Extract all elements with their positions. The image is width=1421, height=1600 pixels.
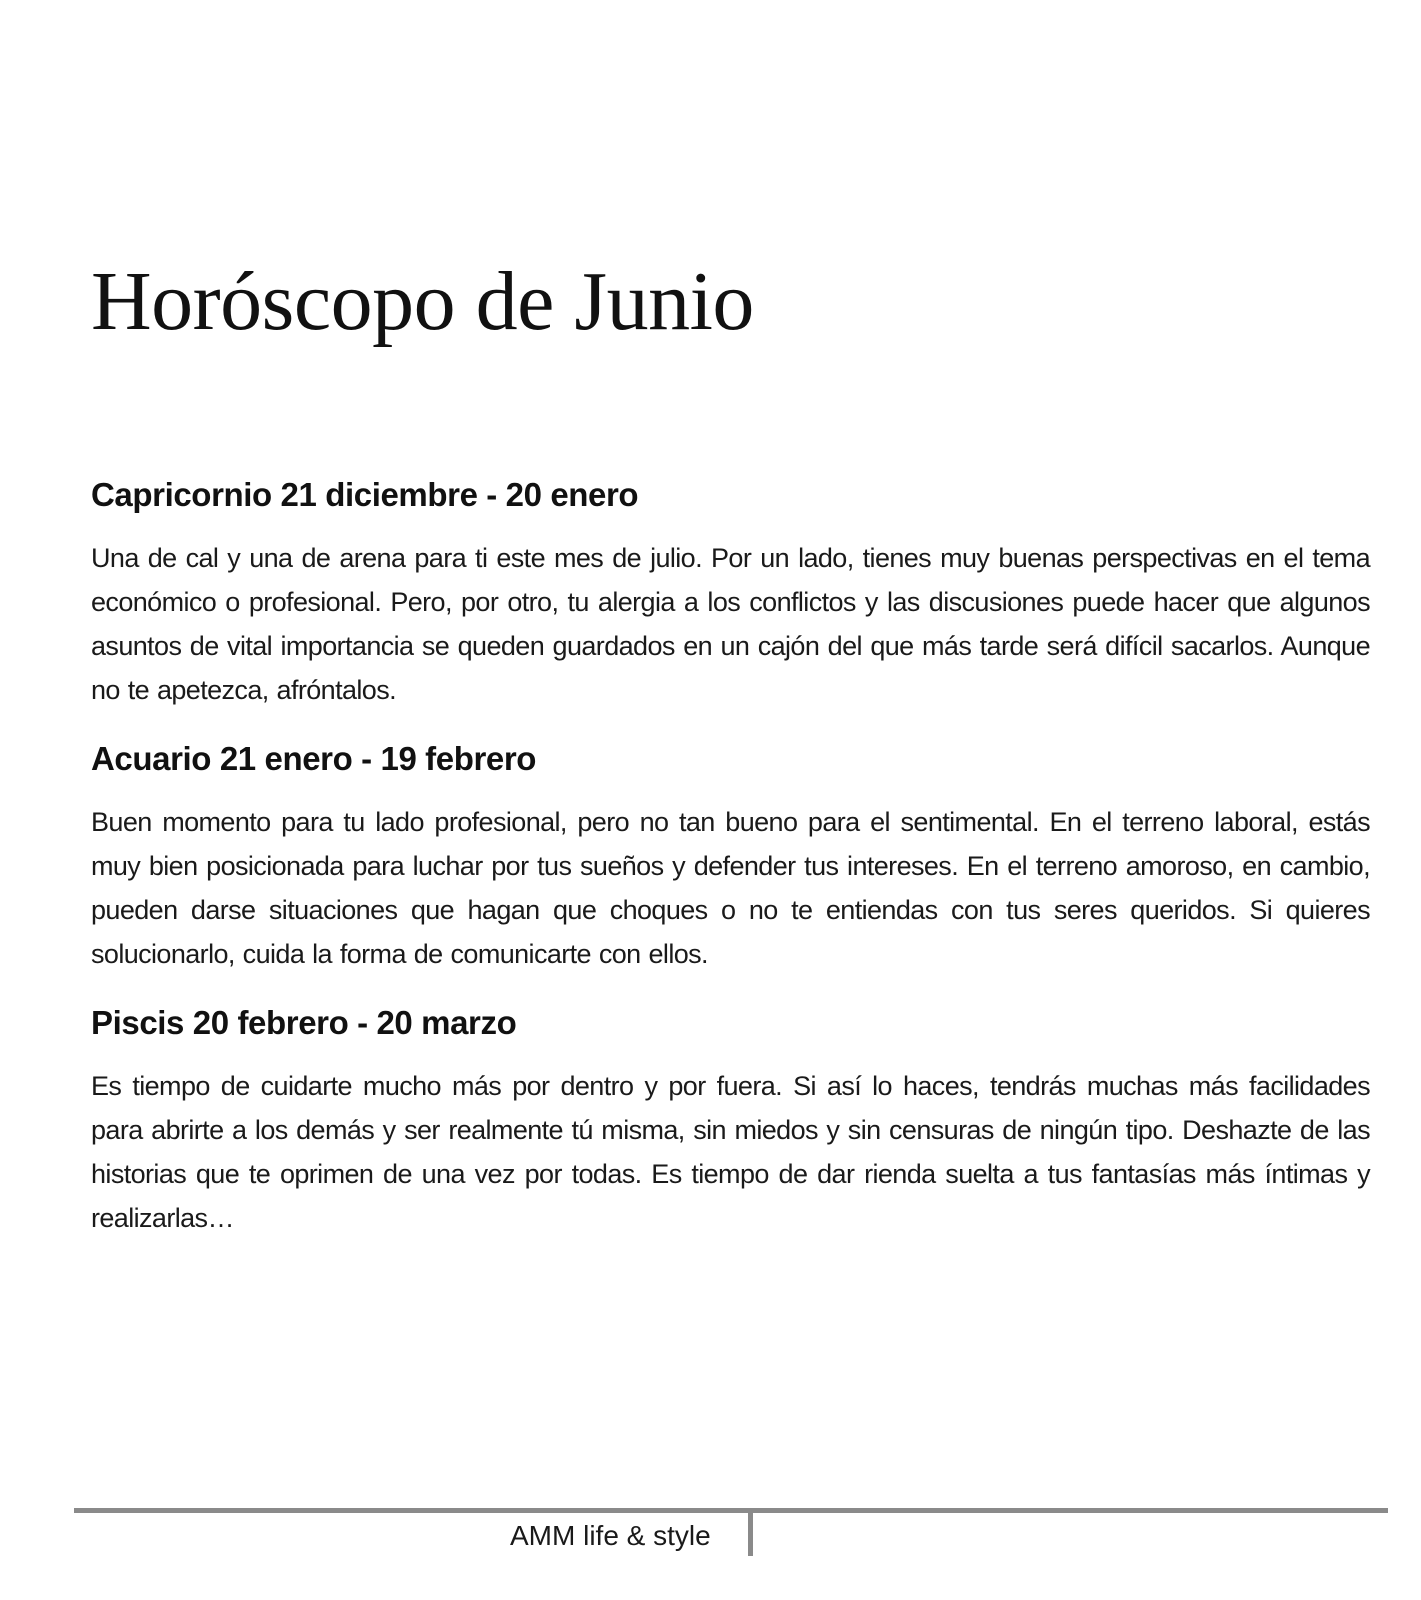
footer-publication-name: AMM life & style [510,1520,711,1551]
footer-divider [748,1512,753,1556]
section-body-piscis: Es tiempo de cuidarte mucho más por dentro y por fuera. Si así lo haces, tendrás muchas más facilidades para abrirte a los demás y ser realmente tú misma, sin miedos y sin censuras de ningún tipo. Deshazte de las historias que te oprimen de una vez por todas. Es tiempo de dar rienda suelta a tus fantasías más íntimas y realizarlas… [91,1071,1370,1233]
section-piscis [91,1002,1370,1240]
section-capricornio [91,474,1370,712]
footer-rule [74,1508,1388,1513]
section-heading-capricornio: Capricornio 21 diciembre - 20 enero [91,476,639,513]
page-title: Horóscopo de Junio [91,255,754,348]
section-heading-acuario: Acuario 21 enero - 19 febrero [91,740,537,777]
section-acuario [91,738,1370,976]
section-body-acuario: Buen momento para tu lado profesional, pero no tan bueno para el sentimental. En el terreno laboral, estás muy bien posicionada para luchar por tus sueños y defender tus intereses. En el terreno amoroso, en cambio, pueden darse situaciones que hagan que choques o no te entiendas con tus seres queridos. Si quieres solucionarlo, cuida la forma de comunicarte con ellos. [91,807,1370,969]
horoscope-sections [91,474,1370,1266]
section-heading-piscis: Piscis 20 febrero - 20 marzo [91,1004,517,1041]
section-body-capricornio: Una de cal y una de arena para ti este mes de julio. Por un lado, tienes muy buenas perspectivas en el tema económico o profesional. Pero, por otro, tu alergia a los conflictos y las discusiones puede hacer que algunos asuntos de vital importancia se queden guardados en un cajón del que más tarde será difícil sacarlos. Aunque no te apetezca, afróntalos. [91,543,1370,705]
